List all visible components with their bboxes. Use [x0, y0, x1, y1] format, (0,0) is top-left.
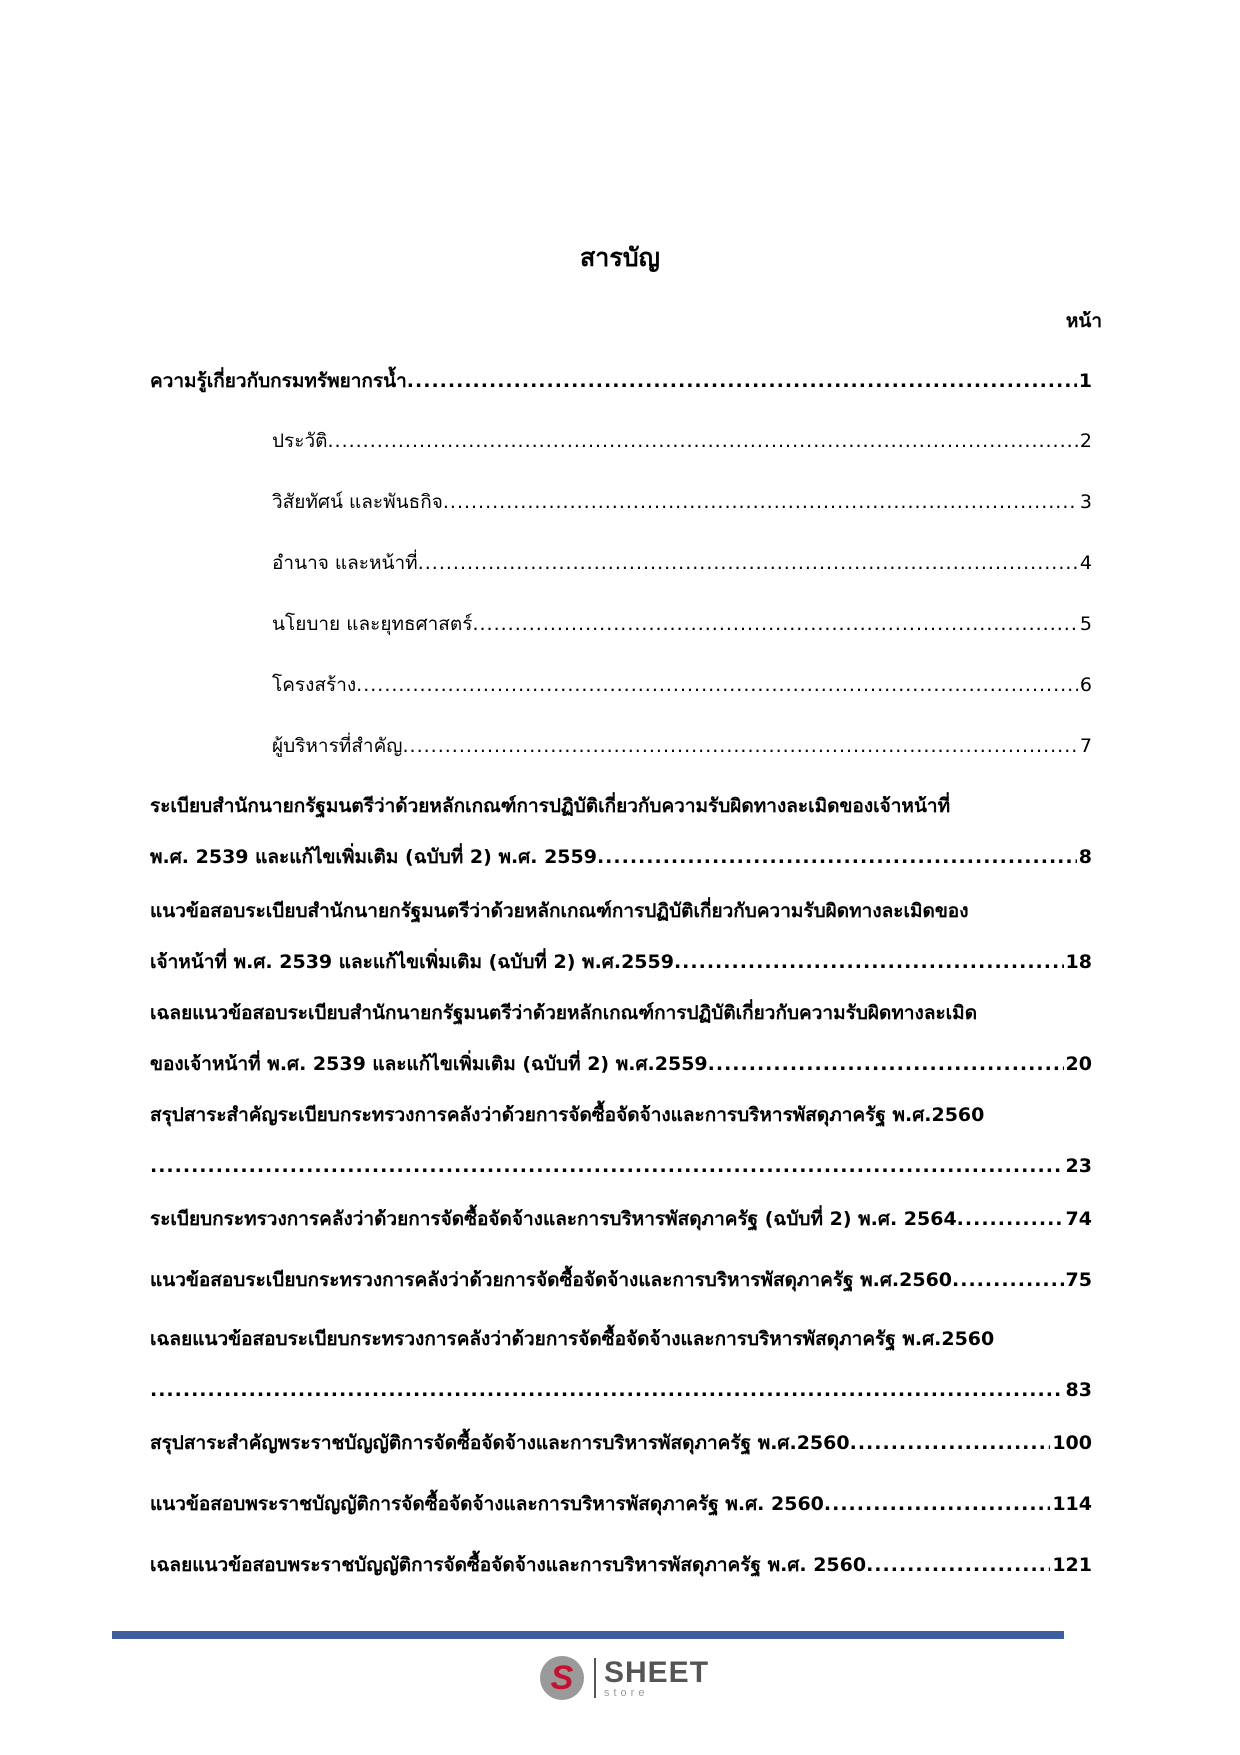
leader-dots	[952, 1255, 1064, 1306]
logo-subtext: store	[604, 1686, 649, 1699]
leader-dots	[472, 599, 1077, 650]
toc-entry[interactable]	[150, 356, 1092, 407]
leader-dots	[674, 937, 1064, 988]
toc-entry-text: ระเบียบสำนักนายกรัฐมนตรีว่าด้วยหลักเกณฑ์การปฏิบัติเกี่ยวกับความรับผิดทางละเมิดของเจ้าหน้าที่	[150, 795, 951, 817]
toc-entry-text: ของเจ้าหน้าที่ พ.ศ. 2539 และแก้ไขเพิ่มเติม (ฉบับที่ 2) พ.ศ.2559	[150, 1053, 708, 1075]
logo-wordmark: SHEET	[604, 1655, 710, 1689]
toc-entry-text: อำนาจ และหน้าที่	[272, 552, 418, 574]
toc-entry-text: เฉลยแนวข้อสอบพระราชบัญญัติการจัดซื้อจัดจ้างและการบริหารพัสดุภาครัฐ พ.ศ. 2560	[150, 1554, 867, 1576]
toc-entry-text: พ.ศ. 2539 และแก้ไขเพิ่มเติม (ฉบับที่ 2) พ.ศ. 2559	[150, 846, 597, 868]
toc-entry-text: สรุปสาระสำคัญระเบียบกระทรวงการคลังว่าด้วยการจัดซื้อจัดจ้างและการบริหารพัสดุภาครัฐ พ.ศ.2560	[150, 1104, 985, 1126]
toc-page-number: 74	[1065, 1208, 1092, 1230]
toc-entry-text: แนวข้อสอบพระราชบัญญัติการจัดซื้อจัดจ้างและการบริหารพัสดุภาครัฐ พ.ศ. 2560	[150, 1493, 824, 1515]
toc-entry-text: เฉลยแนวข้อสอบระเบียบกระทรวงการคลังว่าด้วยการจัดซื้อจัดจ้างและการบริหารพัสดุภาครัฐ พ.ศ.2560	[150, 1328, 995, 1350]
toc-entry-text: สรุปสาระสำคัญพระราชบัญญัติการจัดซื้อจัดจ้างและการบริหารพัสดุภาครัฐ พ.ศ.2560	[150, 1432, 850, 1454]
toc-page-number: 100	[1052, 1432, 1092, 1454]
toc-subentry[interactable]	[272, 721, 1092, 772]
toc-page-number: 121	[1052, 1554, 1092, 1576]
toc-page-number: 4	[1079, 552, 1092, 574]
leader-dots	[150, 1365, 1064, 1416]
leader-dots	[418, 538, 1078, 589]
leader-dots	[356, 660, 1078, 711]
toc-page-number: 5	[1079, 613, 1092, 635]
toc-subentry[interactable]	[272, 660, 1092, 711]
toc-page-number: 1	[1078, 370, 1092, 392]
toc-entry-text: แนวข้อสอบระเบียบสำนักนายกรัฐมนตรีว่าด้วยหลักเกณฑ์การปฏิบัติเกี่ยวกับความรับผิดทางละเมิดของ	[150, 900, 969, 922]
leader-dots	[850, 1418, 1051, 1469]
leader-dots	[866, 1540, 1050, 1591]
leader-dots	[443, 477, 1078, 528]
toc-page-number: 2	[1079, 430, 1092, 452]
toc-page-number: 3	[1079, 491, 1092, 513]
leader-dots	[407, 356, 1077, 407]
toc-entry-text: ผู้บริหารที่สำคัญ	[272, 735, 403, 757]
leader-dots	[403, 721, 1078, 772]
leader-dots	[597, 832, 1077, 883]
toc-entry[interactable]	[150, 1090, 1092, 1192]
toc-subentry[interactable]	[272, 477, 1092, 528]
toc-entry-text: นโยบาย และยุทธศาสตร์	[272, 613, 473, 635]
toc-entry[interactable]	[150, 1194, 1092, 1245]
toc-entry-text: วิสัยทัศน์ และพันธกิจ	[272, 491, 443, 513]
toc-entry[interactable]	[150, 988, 1092, 1090]
toc-entry-text: ระเบียบกระทรวงการคลังว่าด้วยการจัดซื้อจัดจ้างและการบริหารพัสดุภาครัฐ (ฉบับที่ 2) พ.ศ. 2564	[150, 1208, 957, 1230]
toc-page-number: 20	[1065, 1053, 1092, 1075]
toc-entry-text: ประวัติ	[272, 430, 328, 452]
toc-page-number: 8	[1078, 846, 1092, 868]
toc-subentry[interactable]	[272, 416, 1092, 467]
logo-s-icon: S	[540, 1656, 584, 1700]
toc-entry-text: เฉลยแนวข้อสอบระเบียบสำนักนายกรัฐมนตรีว่าด้วยหลักเกณฑ์การปฏิบัติเกี่ยวกับความรับผิดทางละเมิด	[150, 1002, 978, 1024]
toc-entry-text: โครงสร้าง	[272, 674, 357, 696]
page-column-header: หน้า	[1065, 310, 1102, 332]
toc-title: สารบัญ	[580, 243, 660, 272]
leader-dots	[150, 1141, 1064, 1192]
toc-page-number: 7	[1079, 735, 1092, 757]
toc-entry[interactable]	[150, 1540, 1092, 1591]
toc-page-number: 75	[1065, 1269, 1092, 1291]
toc-entry[interactable]	[150, 781, 1092, 883]
toc-page-number: 23	[1065, 1155, 1092, 1177]
footer-divider	[112, 1631, 1064, 1639]
leader-dots	[708, 1039, 1064, 1090]
leader-dots	[327, 416, 1077, 467]
toc-entry[interactable]	[150, 1255, 1092, 1306]
toc-subentry[interactable]	[272, 538, 1092, 589]
toc-entry-text: ความรู้เกี่ยวกับกรมทรัพยากรน้ำ	[150, 370, 407, 392]
logo-separator	[594, 1658, 596, 1698]
toc-subentry[interactable]	[272, 599, 1092, 650]
sheet-store-logo	[540, 1652, 709, 1704]
leader-dots	[957, 1194, 1064, 1245]
leader-dots	[824, 1479, 1050, 1530]
toc-page-number: 18	[1065, 951, 1092, 973]
toc-entry-text: เจ้าหน้าที่ พ.ศ. 2539 และแก้ไขเพิ่มเติม (ฉบับที่ 2) พ.ศ.2559	[150, 951, 674, 973]
toc-entry[interactable]	[150, 1418, 1092, 1469]
toc-page-number: 6	[1079, 674, 1092, 696]
toc-page-number: 83	[1065, 1379, 1092, 1401]
toc-page-number: 114	[1052, 1493, 1092, 1515]
toc-entry[interactable]	[150, 1479, 1092, 1530]
toc-entry[interactable]	[150, 1314, 1092, 1416]
toc-entry-text: แนวข้อสอบระเบียบกระทรวงการคลังว่าด้วยการจัดซื้อจัดจ้างและการบริหารพัสดุภาครัฐ พ.ศ.2560	[150, 1269, 953, 1291]
toc-entry[interactable]	[150, 886, 1092, 988]
